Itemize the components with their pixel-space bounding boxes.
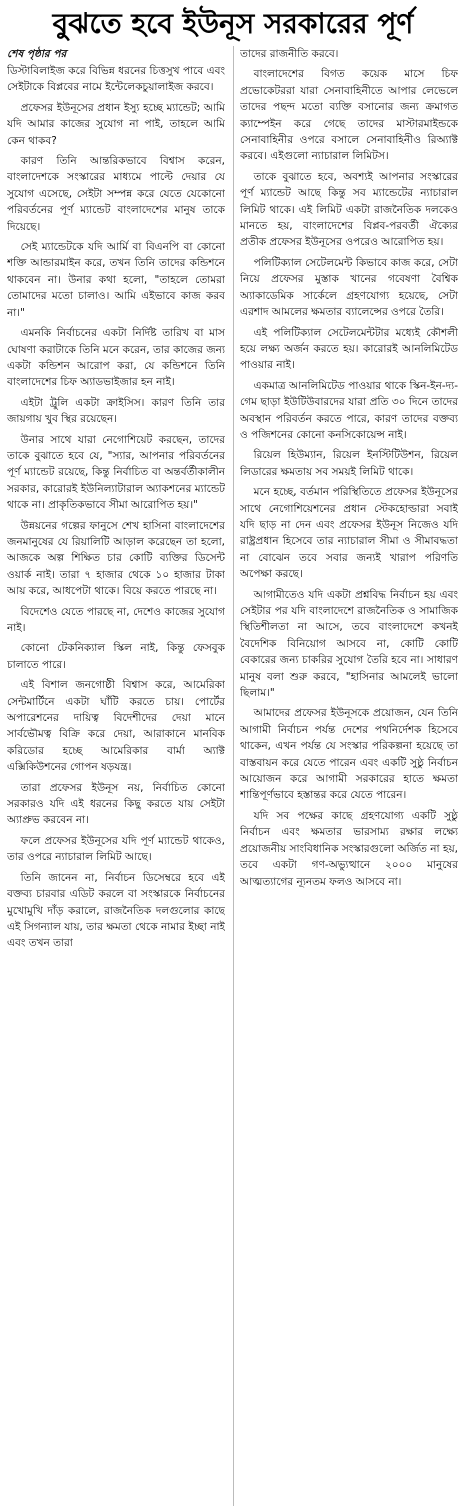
right-column bbox=[240, 46, 458, 1506]
column-divider bbox=[233, 46, 234, 1506]
paragraph: তাকে বুঝাতে হবে, অবশ্যই আপনার সংস্কারের পূর্ণ ম্যান্ডেট আছে কিন্তু সব ম্যান্ডেটের ন্যাচারাল লিমিট থাকে। এই লিমিট একটা রাজনৈতিক দলকেও মানতে হয়, বাংলাদেশের বিপ্লব-পরবর্তী ঐক্যের প্রতীক প্রফেসর ইউনূসের ওপরেও আরোপিত হয়। bbox=[240, 170, 458, 249]
paragraph: রিয়েল হিউম্যান, রিয়েল ইনস্টিটিউশন, রিয়েল লিডারের ক্ষমতায় সব সময়ই লিমিট থাকে। bbox=[240, 449, 458, 478]
paragraph: উনার সাথে যারা নেগোশিয়েট করছেন, তাদের তাকে বুঝাতে হবে যে, "স্যার, আপনার পরিবর্তনের পূর্ণ ম্যান্ডেট রয়েছে, কিন্তু নির্বাচিত বা অন্তর্বর্তীকালীন সরকার, কারোরই ইউনিল্যাটারাল অ্যাকশনের ম্যান্ডেট থাকে না। প্রাকৃতিকভাবে সীমা আরোপিত হয়।" bbox=[7, 433, 225, 512]
paragraph: একমাত্র আনলিমিটেড পাওয়ার থাকে স্কিন-ইন-দ্য-গেম ছাড়া ইউটিউবারদের যারা প্রতি ৩০ দিনে তাদের অবস্থান পরিবর্তন করতে পারে, কারণ তাদের বক্তব্য ও পজিশনের কোনো কনসিকোয়েন্স নাই। bbox=[240, 379, 458, 441]
paragraph: তারা প্রফেসর ইউনূস নয়, নির্বাচিত কোনো সরকারও যদি এই ধরনের কিছু করতে যায় সেইটা অ্যাপ্রুভ করবেন না। bbox=[7, 781, 225, 827]
paragraph: ডিস্টাবিলাইজ করে বিভিন্ন ধরনের চিত্তসুখ পাবে এবং সেইটাকে বিপ্লবের নামে ইন্টেলেকচুয়ালাইজ করবে। bbox=[7, 65, 225, 94]
paragraph: বিদেশেও যেতে পারছে না, দেশেও কাজের সুযোগ নাই। bbox=[7, 605, 225, 634]
left-column bbox=[7, 46, 225, 1506]
paragraph: আমাদের প্রফেসর ইউনূসকে প্রয়োজন, যেন তিনি আগামী নির্বাচন পর্যন্ত দেশের পথনির্দেশক হিসেবে থাকেন, এখন পর্যন্ত যে সংস্কার পরিকল্পনা হয়েছে তা বাস্তবায়ন করে যেতে পারেন এবং একটি সুষ্ঠু নির্বাচন আয়োজন করে আগামী সরকারের হাতে ক্ষমতা শান্তিপূর্ণভাবে হস্তান্তর করে যেতে পারেন। bbox=[240, 707, 458, 802]
paragraph: এমনকি নির্বাচনের একটা নির্দিষ্ট তারিখ বা মাস ঘোষণা করাটাকে তিনি মনে করেন, তার কাজের জন্য একটা কন্ডিশন আরোপ করা, যে কন্ডিশনে তিনি বাংলাদেশের চিফ অ্যাডভাইজার হন নাই। bbox=[7, 327, 225, 389]
paragraph: বাংলাদেশের বিগত কয়েক মাসে চিফ প্রভোকেটররা যারা সেনাবাহিনীতে আপার লেভেলে তাদের পছন্দ মতো ব্যক্তি বসানোর জন্য ক্রমাগত ক্যাম্পেইন করে গেছে তাদের মাস্টারমাইন্ডকে সেনাবাহিনীর ওপরে বসালে সেনাবাহিনীও রিঅ্যাক্ট করবে। এইগুলো ন্যাচারাল লিমিটস। bbox=[240, 68, 458, 163]
paragraph: তাদের রাজনীতি করবে। bbox=[240, 48, 339, 60]
paragraph: কারণ তিনি আন্তরিকভাবে বিশ্বাস করেন, বাংলাদেশকে সংস্কারের মাধ্যমে পাল্টে দেয়ার যে সুযোগ এসেছে, সেইটা সম্পন্ন করে যেতে যেকোনো পরিবর্তনের পূর্ণ ম্যান্ডেট বাংলাদেশের মানুষ তাকে দিয়েছে। bbox=[7, 155, 225, 233]
paragraph: এইটা ট্রুলি একটা ক্রাইসিস। কারণ তিনি তার জায়গায় খুব স্থির রয়েছেন। bbox=[7, 396, 225, 426]
paragraph: ফলে প্রফেসর ইউনূসের যদি পূর্ণ ম্যান্ডেট থাকেও, তার ওপরে ন্যাচারাল লিমিট আছে। bbox=[7, 834, 225, 864]
paragraph: এই বিশাল জনগোষ্ঠী বিশ্বাস করে, আমেরিকা সেন্টমার্টিনে একটা ঘাঁটি করতে চায়। পোর্টের অপারেশনের দায়িত্ব বিদেশীদের দেয়া মানে সার্বভৌমত্ব বিক্রি করে দেয়া, আরাকানে মানবিক করিডোর হচ্ছে আমেরিকার বার্মা অ্যাক্ট এক্সিকিউশনের গোপন ষড়যন্ত্র। bbox=[7, 679, 225, 774]
continuation-kicker: শেষ পৃষ্ঠার পর bbox=[7, 48, 67, 60]
paragraph: এই পলিটিক্যাল সেটেলমেন্টটার মধ্যেই কৌশলী হয়ে লক্ষ্য অর্জন করতে হয়। কারোরই আনলিমিটেড পাওয়ার নাই। bbox=[240, 326, 458, 372]
headline: বুঝতে হবে ইউনূস সরকারের পূর্ণ bbox=[52, 7, 414, 40]
paragraph: সেই ম্যান্ডেটকে যদি আর্মি বা বিএনপি বা কোনো শক্তি আন্ডারমাইন করে, তখন তিনি তাদের কন্ডিশনে থাকবেন না। উনার কথা হলো, "তাহলে তোমরা তোমাদের মতো চালাও। আমি এইভাবে কাজ করব না।" bbox=[7, 241, 225, 319]
paragraph: আগামীতেও যদি একটা প্রশ্নবিদ্ধ নির্বাচন হয় এবং সেইটার পর যদি বাংলাদেশে রাজনৈতিক ও সামাজিক স্থিতিশীলতা না আসে, তবে বাংলাদেশে কখনই বৈদেশিক বিনিয়োগ আসবে না, কোটি কোটি বেকারের জন্য চাকরির সুযোগ তৈরি হবে না। সাধারণ মানুষ বলা শুরু করবে, "হাসিনার আমলেই ভালো ছিলাম।" bbox=[240, 588, 458, 700]
paragraph: উন্নয়নের গল্পের ফানুসে শেখ হাসিনা বাংলাদেশের জনমানুষের যে রিয়ালিটি আড়াল করেছেন তা হলো, আজকে অল্প শিক্ষিত চার কোটি ব্যক্তির ডিসেন্ট ওয়ার্ক নাই। তারা ৭ হাজার থেকে ১০ হাজার টাকা আয় করে, আধপেটা থাকে। বিয়ে করতে পারছে না। bbox=[7, 519, 225, 598]
paragraph: কোনো টেকনিক্যাল স্কিল নাই, কিন্তু ফেসবুক চালাতে পারে। bbox=[7, 642, 225, 671]
paragraph: মনে হচ্ছে, বর্তমান পরিস্থিতিতে প্রফেসর ইউনূসের সাথে নেগোশিয়েশনের প্রধান স্টেকহোল্ডারা সবাই যদি ছাড় না দেন এবং প্রফেসর ইউনূস নিজেও যদি রাষ্ট্রপ্রধান হিসেবে তার ন্যাচারাল সীমা ও সীমাবদ্ধতা না বোঝেন তবে সবার জন্যই খারাপ পরিণতি অপেক্ষা করছে। bbox=[240, 486, 458, 581]
paragraph: তিনি জানেন না, নির্বাচন ডিসেম্বরে হবে এই বক্তব্য চারবার এডিট করলে বা সংস্কারকে নির্বাচনের মুখোমুখি দাঁড় করালে, রাজনৈতিক দলগুলোর কাছে এই সিগন্যাল যায়, তার ক্ষমতা থেকে নামার ইচ্ছা নাই এবং তখন তারা bbox=[7, 871, 225, 950]
paragraph: পলিটিক্যাল সেটেলমেন্ট কিভাবে কাজ করে, সেটা নিয়ে প্রফেসর মুস্তাক খানের গবেষণা বৈশ্বিক অ্যাকাডেমিক সার্কেলে গ্রহণযোগ্য হয়েছে, সেটা এরশাদ আমলের ক্ষমতার ব্যালেন্সের ওপরে তৈরি। bbox=[240, 256, 458, 319]
paragraph: যদি সব পক্ষের কাছে গ্রহণযোগ্য একটি সুষ্ঠু নির্বাচন এবং ক্ষমতার ভারসাম্য রক্ষার লক্ষ্যে প্রয়োজনীয় সাংবিধানিক সংস্কারগুলো অর্জিত না হয়, তবে একটা গণ-অভ্যুত্থানে ২০০০ মানুষের আত্মত্যাগের ন্যূনতম ফলও আসবে না। bbox=[240, 809, 458, 888]
paragraph: প্রফেসর ইউনূসের প্রধান ইস্যু হচ্ছে ম্যান্ডেট; আমি যদি আমার কাজের সুযোগ না পাই, তাহলে আমি কেন থাকব? bbox=[7, 101, 225, 147]
